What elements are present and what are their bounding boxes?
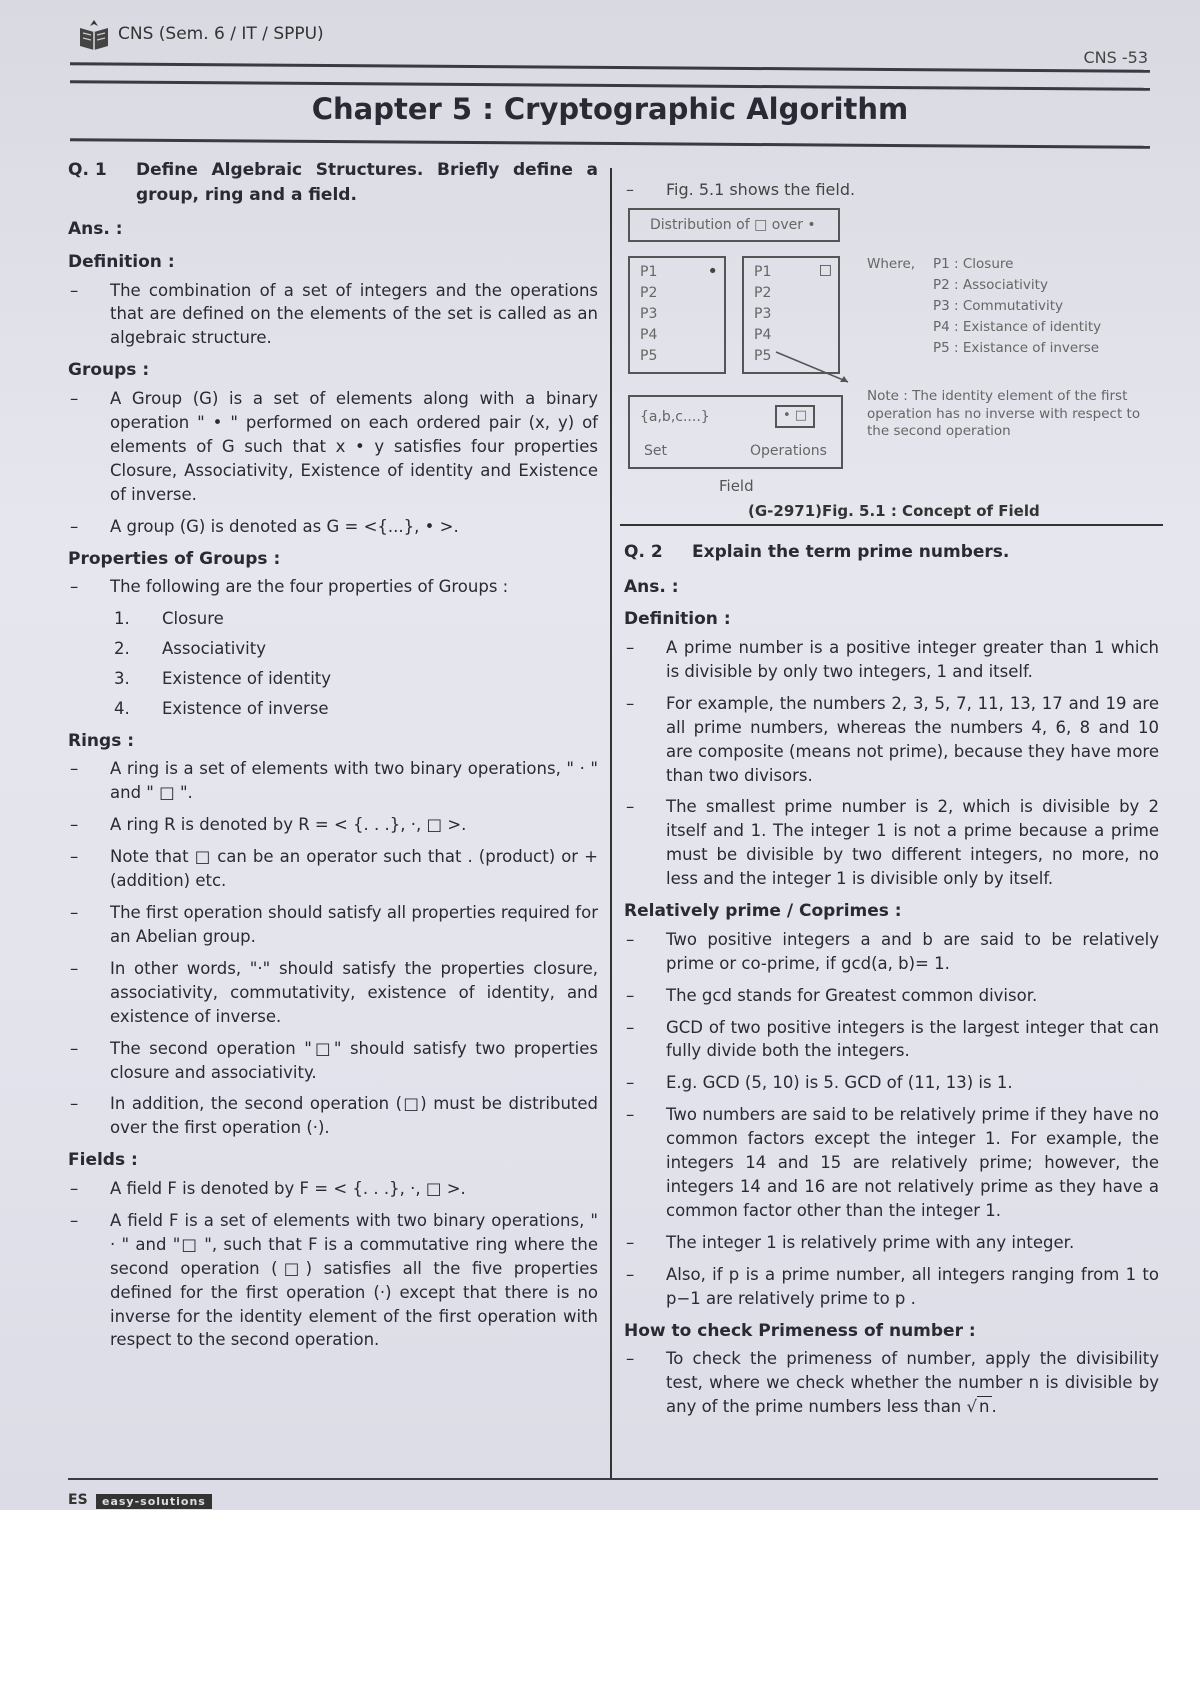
question-number: Q. 2 <box>624 542 663 562</box>
question-2 <box>624 540 1159 565</box>
definition-item: – For example, the numbers 2, 3, 5, 7, 11, 13, 17 and 19 are all prime numbers, whereas the numbers 4, 6, 8 and 10 are composite (means not prime), because they have more than two divisors. <box>624 692 1159 788</box>
question-number: Q. 1 <box>68 160 107 180</box>
heading-groups: Groups : <box>68 360 150 381</box>
coprime-item: – Also, if p is a prime number, all integers ranging from 1 to p−1 are relatively prime to p . <box>624 1263 1159 1311</box>
rings-item: – The second operation "□" should satisfy two properties closure and associativity. <box>68 1037 598 1085</box>
second-operation-box: P1 P2 P3 P4 P5 □ <box>742 256 840 374</box>
question-1 <box>68 158 598 207</box>
section-divider <box>620 524 1163 526</box>
question-text: Explain the term prime numbers. <box>692 542 1010 562</box>
field-label: Field <box>719 477 754 495</box>
answer-label: Ans. : <box>624 576 679 597</box>
fields-item: – A field F is a set of elements with two binary operations, " · " and "□ ", such that F is a commutative ring where the second operation (□) satisfies all the five properties defined for the first operation (·) except that there is no inverse for the identity element of the first operation with respect to the second operation. <box>68 1209 598 1353</box>
page-number: CNS -53 <box>1083 48 1148 67</box>
rings-item: – Note that □ can be an operator such that . (product) or + (addition) etc. <box>68 845 598 893</box>
property-item: 1. Closure <box>114 609 224 629</box>
sqrt-radicand: n <box>979 1397 990 1417</box>
rings-item: – A ring is a set of elements with two binary operations, " · " and " □ ". <box>68 757 598 805</box>
heading-primeness-check: How to check Primeness of number : <box>624 1320 976 1341</box>
coprime-item: – The gcd stands for Greatest common divisor. <box>624 984 1159 1008</box>
question-text: Define Algebraic Structures. Briefly define a group, ring and a field. <box>136 160 598 205</box>
sqrt-symbol: √ <box>966 1397 978 1417</box>
fields-item: – A field F is denoted by F = < {. . .}, ·, □ >. <box>68 1177 598 1201</box>
rings-item: – The first operation should satisfy all properties required for an Abelian group. <box>68 901 598 949</box>
figure-5-1 <box>624 178 1159 518</box>
coprime-item: – E.g. GCD (5, 10) is 5. GCD of (11, 13) is 1. <box>624 1071 1159 1095</box>
heading-rings: Rings : <box>68 730 135 751</box>
operations-symbols: • □ <box>775 405 815 428</box>
left-column <box>68 158 598 1360</box>
definition-item: – The smallest prime number is 2, which is divisible by 2 itself and 1. The integer 1 is not a prime because a prime must be divisible by two different integers, no more, no less and the integer 1 is divisible only by itself. <box>624 795 1159 891</box>
publisher-footer <box>68 1492 258 1512</box>
properties-intro: – The following are the four properties of Groups : <box>68 575 598 599</box>
heading-fields: Fields : <box>68 1150 138 1171</box>
distribution-box: Distribution of □ over • <box>628 208 840 242</box>
set-elements: {a,b,c....} <box>640 409 710 425</box>
chapter-title: Chapter 5 : Cryptographic Algorithm <box>311 92 909 126</box>
publisher-name: easy-solutions <box>96 1494 212 1509</box>
arrow-icon <box>774 348 854 388</box>
groups-item: – A group (G) is denoted as G = <{...}, • >. <box>68 515 598 539</box>
rings-item: – In addition, the second operation (□) must be distributed over the first operation (·). <box>68 1092 598 1140</box>
coprime-item: – The integer 1 is relatively prime with any integer. <box>624 1231 1159 1255</box>
figure-intro: – Fig. 5.1 shows the field. <box>624 178 1159 201</box>
answer-label: Ans. : <box>68 219 123 240</box>
groups-item: – A Group (G) is a set of elements along with a binary operation " • " performed on each ordered pair (x, y) of elements of G such that x • y satisfies four properties Closure, Associativity, Existence of identity and Existence of inverse. <box>68 387 598 507</box>
coprime-item: – Two numbers are said to be relatively prime if they have no common factors except the integer 1. For example, the integers 14 and 15 are relatively prime; however, the integers 14 and 16 are not relatively prime as they have a common factor other than the integer 1. <box>624 1103 1159 1223</box>
definition-text: – The combination of a set of integers and the operations that are defined on the elements of the set is called as an algebraic structure. <box>68 279 598 351</box>
operations-label: Operations <box>750 443 827 459</box>
footer-rule <box>68 1478 1158 1480</box>
right-column <box>624 178 1159 1427</box>
chapter-top-rule <box>70 80 1150 91</box>
first-operation-box: P1 P2 P3 P4 P5 • <box>628 256 726 374</box>
running-header <box>78 18 1148 68</box>
figure-note: Note : The identity element of the first operation has no inverse with respect to the second operation <box>867 388 1141 440</box>
primeness-check-text: – To check the primeness of number, apply the divisibility test, where we check whether the number n is divisible by any of the prime numbers less than √ n . <box>624 1347 1159 1419</box>
publisher-logo-icon: ES <box>68 1492 88 1508</box>
square-operator-icon: □ <box>818 262 832 278</box>
heading-coprimes: Relatively prime / Coprimes : <box>624 901 902 922</box>
rings-item: – In other words, "·" should satisfy the properties closure, associativity, commutativity, existence of identity, and existence of inverse. <box>68 957 598 1029</box>
property-item: 2. Associativity <box>114 638 266 658</box>
set-operations-box <box>628 395 843 469</box>
property-item: 3. Existence of identity <box>114 668 332 688</box>
heading-properties: Properties of Groups : <box>68 548 281 569</box>
chapter-bottom-rule <box>70 138 1150 149</box>
heading-definition: Definition : <box>624 609 731 630</box>
rings-item: – A ring R is denoted by R = < {. . .}, ·, □ >. <box>68 813 598 837</box>
column-divider <box>610 168 612 1480</box>
set-label: Set <box>644 443 667 459</box>
definition-item: – A prime number is a positive integer greater than 1 which is divisible by only two integers, 1 and itself. <box>624 636 1159 684</box>
coprime-item: – Two positive integers a and b are said to be relatively prime or co-prime, if gcd(a, b)= 1. <box>624 928 1159 976</box>
heading-definition: Definition : <box>68 251 175 272</box>
dot-operator-icon: • <box>707 261 718 282</box>
running-header-title: CNS (Sem. 6 / IT / SPPU) <box>118 24 324 44</box>
figure-caption: (G-2971)Fig. 5.1 : Concept of Field <box>748 502 1040 520</box>
property-item: 4. Existence of inverse <box>114 698 329 718</box>
book-logo-icon <box>78 18 110 54</box>
coprime-item: – GCD of two positive integers is the largest integer that can fully divide both the integers. <box>624 1016 1159 1064</box>
figure-legend: Where, P1 : Closure P2 : Associativity P3 : Commutativity P4 : Existance of identity P5 : Existance of inverse <box>867 256 1102 356</box>
